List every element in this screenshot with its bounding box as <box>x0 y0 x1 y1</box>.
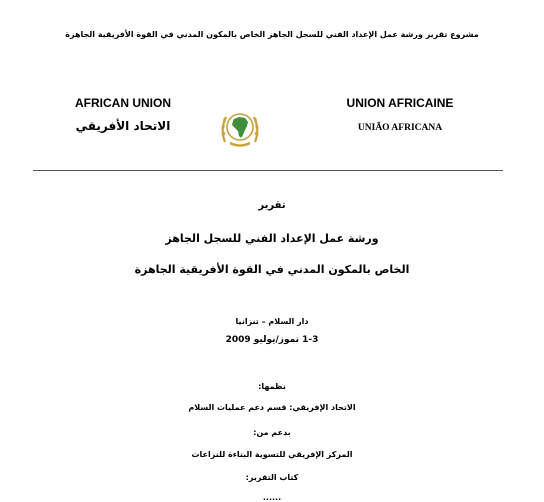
org-name-portuguese: UNIÃO AFRICANA <box>357 123 443 133</box>
report-writers-label: كتاب التقرير: <box>245 473 299 482</box>
org-name-french: UNION AFRICAINE <box>346 96 454 110</box>
report-title: تقرير <box>258 200 286 211</box>
venue-text: دار السلام – تنزانيا <box>235 317 309 326</box>
org-block-right <box>320 96 480 133</box>
date-text: 1-3 تموز/يوليو 2009 <box>225 335 319 345</box>
org-block-left <box>38 96 208 133</box>
report-writers-value: ...... <box>262 493 282 502</box>
organized-by-label: نظمها: <box>258 382 286 391</box>
organized-by-value: الاتحاد الإفريقي: قسم دعم عمليات السلام <box>188 403 356 412</box>
supported-by-value: المركز الإفريقي للتسوية البناءة للنزاعات <box>191 450 353 459</box>
supported-by-label: بدعم من: <box>253 428 291 437</box>
workshop-title: ورشة عمل الإعداد الفني للسجل الجاهز <box>165 232 379 245</box>
workshop-subtitle: الخاص بالمكون المدني في القوة الأفريقية الجاهزة <box>134 263 410 276</box>
african-union-emblem-icon <box>216 104 264 152</box>
header-divider <box>33 170 503 171</box>
org-name-arabic: الاتحاد الأفريقي <box>75 119 171 133</box>
draft-report-header: مشروع تقرير ورشة عمل الإعداد الفني للسجل الجاهز الخاص بالمكون المدني في القوة الأفريقية الجاهزة <box>65 30 479 39</box>
org-name-english: AFRICAN UNION <box>75 96 171 110</box>
